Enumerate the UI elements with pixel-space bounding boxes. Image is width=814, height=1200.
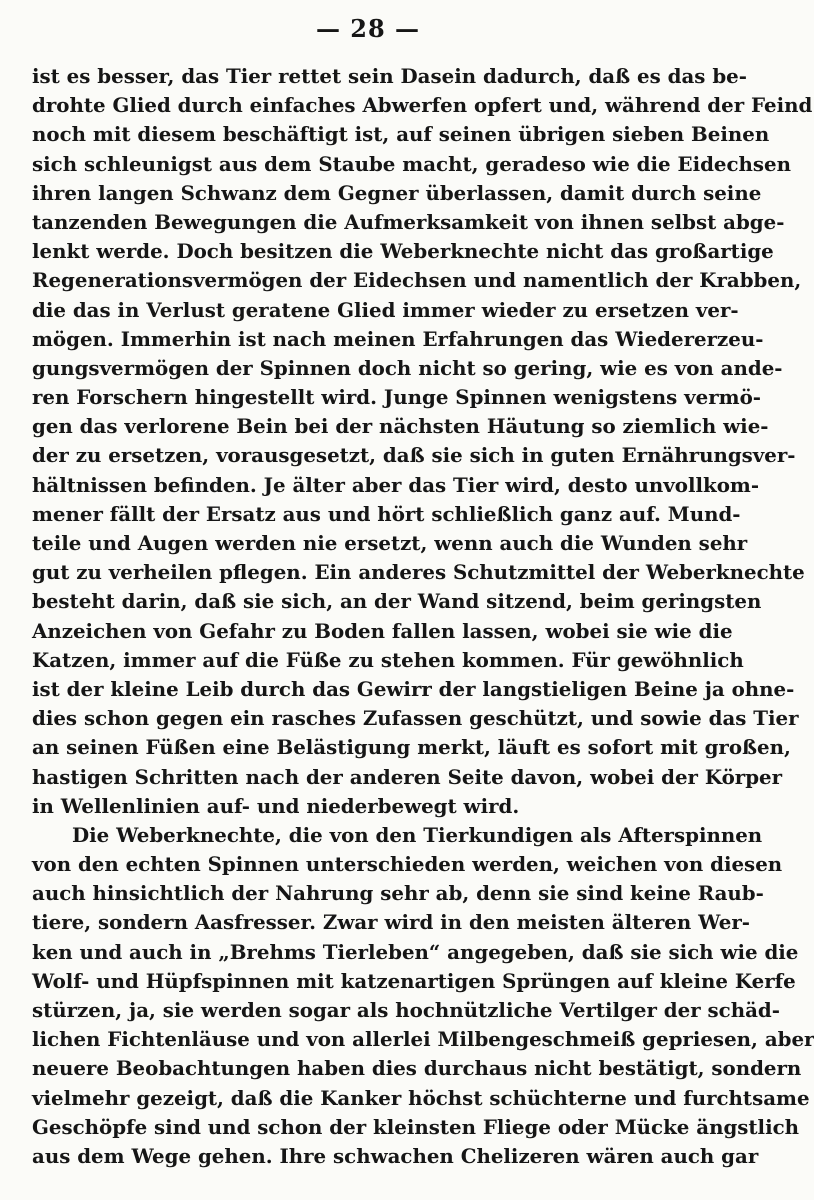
text-line: sich schleunigst aus dem Staube macht, geradeso wie die Eidechsen bbox=[32, 151, 792, 176]
text-line: besteht darin, daß sie sich, an der Wand sitzend, beim geringsten bbox=[32, 589, 762, 614]
text-line: mögen. Immerhin ist nach meinen Erfahrungen das Wiedererzeu- bbox=[32, 326, 764, 351]
text-line: dies schon gegen ein rasches Zufassen geschützt, und sowie das Tier bbox=[32, 706, 799, 731]
text-line: aus dem Wege gehen. Ihre schwachen Chelizeren wären auch gar bbox=[32, 1143, 759, 1168]
text-line: gen das verlorene Bein bei der nächsten Häutung so ziemlich wie- bbox=[32, 414, 769, 439]
text-line: Wolf- und Hüpfspinnen mit katzenartigen Sprüngen auf kleine Kerfe bbox=[32, 968, 796, 993]
text-line: von den echten Spinnen unterschieden werden, weichen von diesen bbox=[32, 852, 783, 877]
text-line: Regenerationsvermögen der Eidechsen und namentlich der Krabben, bbox=[32, 268, 802, 293]
text-line: an seinen Füßen eine Belästigung merkt, läuft es sofort mit großen, bbox=[32, 735, 791, 760]
text-line: neuere Beobachtungen haben dies durchaus nicht bestätigt, sondern bbox=[32, 1056, 802, 1081]
text-line: in Wellenlinien auf- und niederbewegt wird. bbox=[32, 793, 520, 818]
text-line: ist der kleine Leib durch das Gewirr der langstieligen Beine ja ohne- bbox=[32, 676, 795, 701]
text-line: Geschöpfe sind und schon der kleinsten Fliege oder Mücke ängstlich bbox=[32, 1114, 800, 1139]
body-text bbox=[32, 62, 814, 1171]
paragraph bbox=[32, 62, 813, 821]
text-line: ken und auch in „Brehms Tierleben“ angegeben, daß sie sich wie die bbox=[32, 939, 799, 964]
text-line: tiere, sondern Aasfresser. Zwar wird in den meisten älteren Wer- bbox=[32, 910, 750, 935]
text-line: ist es besser, das Tier rettet sein Dasein dadurch, daß es das be- bbox=[32, 64, 747, 88]
text-line: hältnissen befinden. Je älter aber das Tier wird, desto unvollkom- bbox=[32, 472, 760, 497]
text-line: Anzeichen von Gefahr zu Boden fallen lassen, wobei sie wie die bbox=[32, 618, 733, 643]
text-line: gungsvermögen der Spinnen doch nicht so gering, wie es von ande- bbox=[32, 355, 783, 380]
text-line: gut zu verheilen pflegen. Ein anderes Schutzmittel der Weberknechte bbox=[32, 560, 805, 585]
text-line: hastigen Schritten nach der anderen Seite davon, wobei der Körper bbox=[32, 764, 783, 789]
text-line: stürzen, ja, sie werden sogar als hochnützliche Vertilger der schäd- bbox=[32, 998, 780, 1022]
text-line: Die Weberknechte, die von den Tierkundigen als Afterspinnen bbox=[72, 822, 763, 847]
text-line: lichen Fichtenläuse und von allerlei Milbengeschmeiß gepriesen, aber bbox=[32, 1027, 814, 1052]
text-line: vielmehr gezeigt, daß die Kanker höchst schüchterne und furchtsame bbox=[32, 1085, 810, 1110]
paragraph bbox=[32, 821, 814, 1171]
text-line: ihren langen Schwanz dem Gegner überlassen, damit durch seine bbox=[32, 180, 762, 205]
text-line: Katzen, immer auf die Füße zu stehen kommen. Für gewöhnlich bbox=[32, 647, 744, 672]
text-line: mener fällt der Ersatz aus und hört schließlich ganz auf. Mund- bbox=[32, 501, 741, 526]
text-line: der zu ersetzen, vorausgesetzt, daß sie sich in guten Ernährungsver- bbox=[32, 443, 796, 468]
text-line: teile und Augen werden nie ersetzt, wenn auch die Wunden sehr bbox=[32, 531, 748, 555]
text-line: ren Forschern hingestellt wird. Junge Spinnen wenigstens vermö- bbox=[32, 385, 761, 410]
page-number: — 28 — bbox=[315, 14, 421, 43]
text-line: die das in Verlust geratene Glied immer wieder zu ersetzen ver- bbox=[32, 297, 739, 322]
text-line: tanzenden Bewegungen die Aufmerksamkeit von ihnen selbst abge- bbox=[32, 209, 785, 234]
text-line: auch hinsichtlich der Nahrung sehr ab, denn sie sind keine Raub- bbox=[32, 881, 764, 906]
text-line: drohte Glied durch einfaches Abwerfen opfert und, während der Feind bbox=[32, 93, 813, 118]
text-line: lenkt werde. Doch besitzen die Weberknechte nicht das großartige bbox=[32, 239, 774, 264]
text-line: noch mit diesem beschäftigt ist, auf seinen übrigen sieben Beinen bbox=[32, 122, 770, 147]
